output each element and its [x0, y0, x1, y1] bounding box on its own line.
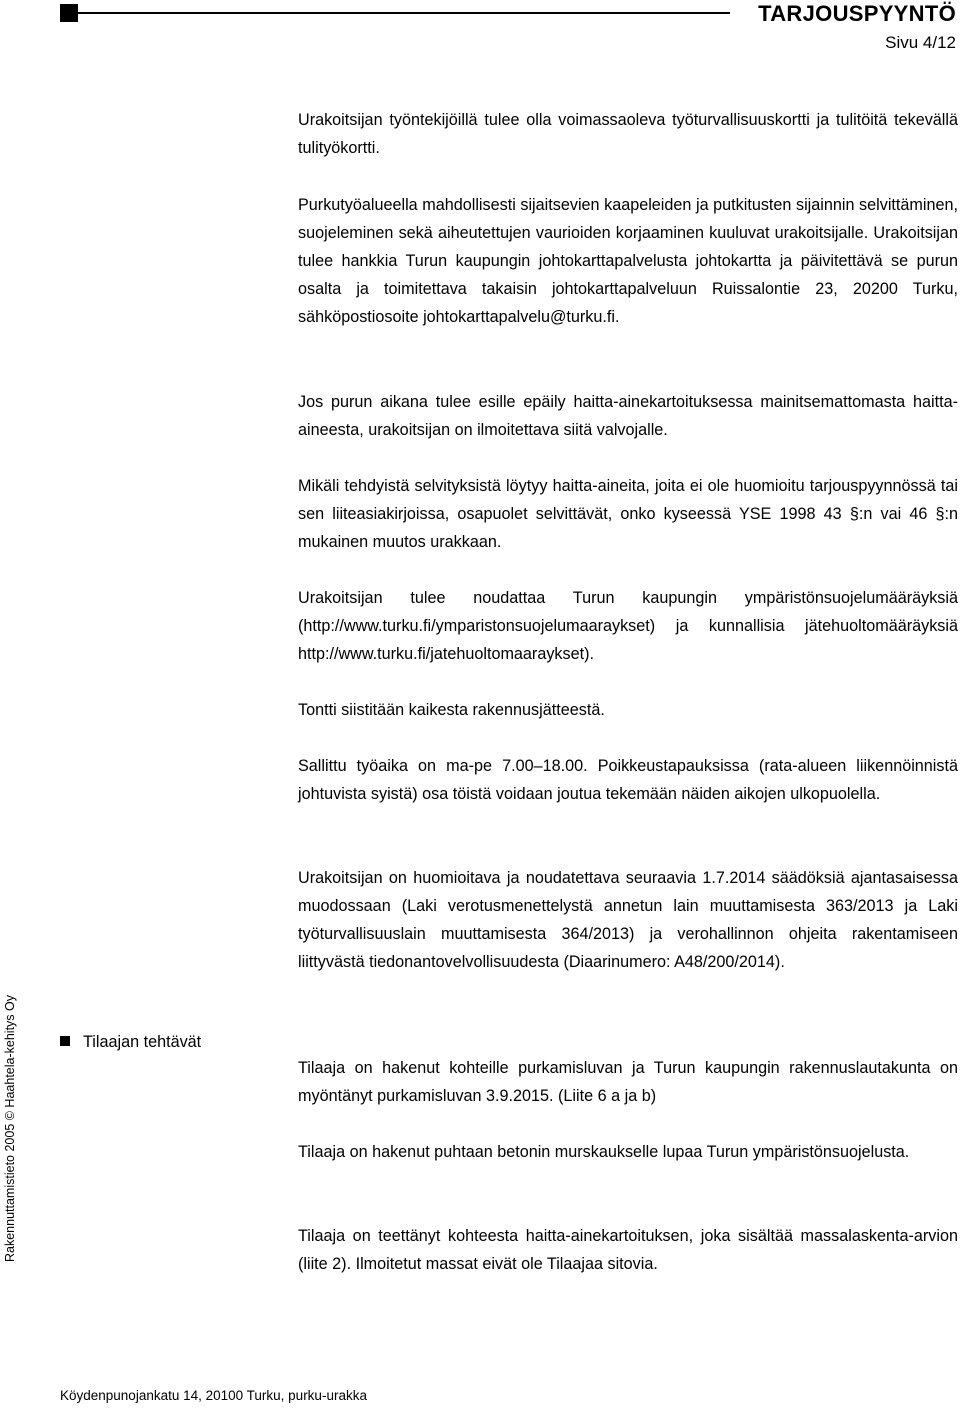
document-title: TARJOUSPYYNTÖ	[758, 1, 956, 26]
section-heading-tilaajan-tehtavat	[60, 1028, 201, 1056]
paragraph-tyoaika: Sallittu työaika on ma-pe 7.00–18.00. Poikkeustapauksissa (rata-alueen liikennöinnistä johtuvista syistä) osa töistä voidaan joutua tekemään näiden aikojen ulkopuolella.	[298, 757, 958, 803]
footer-address: Köydenpunojankatu 14, 20100 Turku, purku-urakka	[60, 1388, 367, 1403]
bullet-square-icon	[60, 1036, 70, 1046]
side-copyright-text: Rakennuttamistieto 2005 © Haahtela-kehitys Oy	[3, 995, 17, 1262]
paragraph-saadokset: Urakoitsijan on huomioitava ja noudatettava seuraavia 1.7.2014 säädöksiä ajantasaisessa muodossaan (Laki verotusmenettelystä annetun lain muuttamisesta 363/2013 ja Laki työturvallisuuslain muuttamisesta 364/2013) ja verohallinnon ohjeita rakentamiseen liittyvästä tiedonantovelvollisuudesta (Diaarinumero: A48/200/2014).	[298, 869, 958, 971]
page-number: Sivu 4/12	[885, 33, 956, 52]
paragraph-tyoturvallisuus: Urakoitsijan työntekijöillä tulee olla voimassaoleva työturvallisuuskortti ja tulitöitä tekevällä tulityökortti.	[298, 111, 958, 157]
paragraph-kaapelit: Purkutyöalueella mahdollisesti sijaitsevien kaapeleiden ja putkitusten sijainnin selvittäminen, suojeleminen sekä aiheutettujen vaurioiden korjaaminen kuuluvat urakoitsijalle. Urakoitsijan tulee hankkia Turun kaupungin johtokarttapalvelusta johtokartta ja päivitettävä se purun osalta ja toimitettava takaisin johtokarttapalveluun Ruissalontie 23, 20200 Turku, sähköpostiosoite johtokarttapalvelu@turku.fi.	[298, 196, 958, 326]
paragraph-haitta-aine-epaily: Jos purun aikana tulee esille epäily haitta-ainekartoituksessa mainitsemattomasta haitta-aineesta, urakoitsijan on ilmoitettava siitä valvojalle.	[298, 393, 958, 439]
paragraph-haitta-ainekartoitus: Tilaaja on teettänyt kohteesta haitta-ainekartoituksen, joka sisältää massalaskenta-arvion (liite 2). Ilmoitetut massat eivät ole Tilaajaa sitovia.	[298, 1227, 958, 1273]
section-heading-label: Tilaajan tehtävät	[83, 1033, 202, 1051]
header-square-mark	[60, 4, 78, 22]
paragraph-selvitykset: Mikäli tehdyistä selvityksistä löytyy haitta-aineita, joita ei ole huomioitu tarjouspyynnössä tai sen liiteasiakirjoissa, osapuolet selvittävät, onko kyseessä YSE 1998 43 §:n vai 46 §:n mukainen muutos urakkaan.	[298, 477, 958, 551]
header-rule	[78, 12, 730, 14]
paragraph-ymparistomaaraykset: Urakoitsijan tulee noudattaa Turun kaupungin ympäristönsuojelumääräyksiä (http://www.turku.fi/ymparistonsuojelumaaraykset) ja kunnallisia jätehuoltomääräyksiä http://www.turku.fi/jatehuoltomaaraykset).	[298, 589, 958, 663]
paragraph-purkamislupa: Tilaaja on hakenut kohteille purkamisluvan ja Turun kaupungin rakennuslautakunta on myöntänyt purkamisluvan 3.9.2015. (Liite 6 a ja b)	[298, 1059, 958, 1105]
paragraph-murskauslupa: Tilaaja on hakenut puhtaan betonin murskaukselle lupaa Turun ympäristönsuojelusta.	[298, 1143, 910, 1161]
paragraph-siistiminen: Tontti siistitään kaikesta rakennusjätteestä.	[298, 701, 605, 719]
